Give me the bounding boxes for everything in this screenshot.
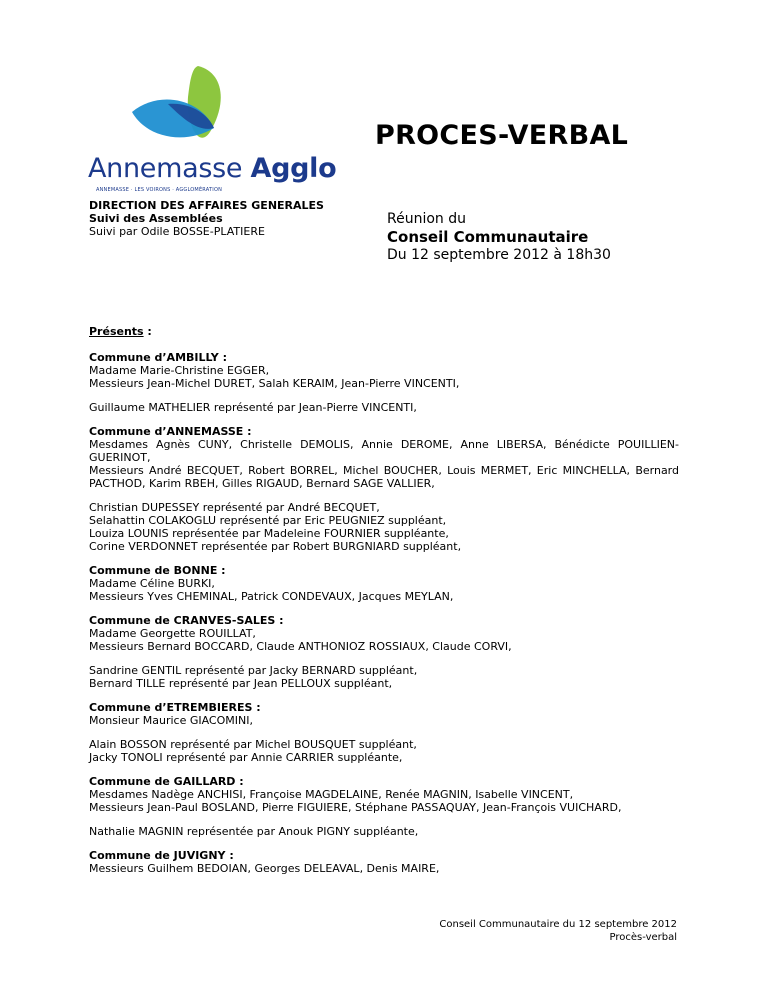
spacer [89,390,679,401]
member-line: Mesdames Nadège ANCHISI, Françoise MAGDELAINE, Renée MAGNIN, Isabelle VINCENT, [89,788,574,801]
member-line: Mesdames Agnès CUNY, Christelle DEMOLIS, Annie DEROME, Anne LIBERSA, Bénédicte POUILLIEN-GUERINOT, [89,438,679,464]
attendance-list [89,325,679,886]
proxy-line: Corine VERDONNET représentée par Robert BURGNIARD suppléant, [89,540,462,553]
meeting-block [387,210,611,264]
member-line: Madame Céline BURKI, [89,577,215,590]
commune-block [89,849,679,875]
annemasse-agglo-logo [88,62,337,193]
department-contact: Suivi par Odile BOSSE-PLATIERE [89,225,265,238]
member-line: Messieurs André BECQUET, Robert BORREL, Michel BOUCHER, Louis MERMET, Eric MINCHELLA, Bernard PACTHOD, Karim RBEH, Gilles RIGAUD, Bernard SAGE VALLIER, [89,464,679,490]
commune-title: Commune d’ANNEMASSE : [89,425,252,438]
commune-title: Commune d’ETREMBIERES : [89,701,261,714]
member-line: Madame Georgette ROUILLAT, [89,627,256,640]
commune-title: Commune de BONNE : [89,564,226,577]
member-line: Messieurs Bernard BOCCARD, Claude ANTHONIOZ ROSSIAUX, Claude CORVI, [89,640,512,653]
proxy-line: Louiza LOUNIS représentée par Madeleine FOURNIER suppléante, [89,527,449,540]
commune-block [89,614,679,690]
footer-line-1: Conseil Communautaire du 12 septembre 2012 [439,919,677,930]
spacer [89,727,679,738]
meeting-date: Du 12 septembre 2012 à 18h30 [387,247,611,263]
logo-wordmark [88,154,336,184]
proxy-line: Nathalie MAGNIN représentée par Anouk PIGNY suppléante, [89,825,419,838]
member-line: Messieurs Jean-Paul BOSLAND, Pierre FIGUIERE, Stéphane PASSAQUAY, Jean-François VUICHARD, [89,801,622,814]
commune-block [89,425,679,553]
proxy-line: Sandrine GENTIL représenté par Jacky BERNARD suppléant, [89,664,418,677]
proxy-line: Jacky TONOLI représenté par Annie CARRIER suppléante, [89,751,403,764]
page-footer [439,918,677,944]
logo-tagline: ANNEMASSE · LES VOIRONS · AGGLOMÉRATION [96,187,223,193]
meeting-intro: Réunion du [387,211,466,227]
logo-leaves-icon [128,62,228,154]
spacer [89,653,679,664]
spacer [89,814,679,825]
commune-block [89,701,679,764]
member-line: Messieurs Guilhem BEDOIAN, Georges DELEAVAL, Denis MAIRE, [89,862,440,875]
proxy-line: Alain BOSSON représenté par Michel BOUSQUET suppléant, [89,738,417,751]
meeting-name: Conseil Communautaire [387,228,589,246]
member-line: Monsieur Maurice GIACOMINI, [89,714,253,727]
commune-title: Commune de CRANVES-SALES : [89,614,284,627]
member-line: Messieurs Jean-Michel DURET, Salah KERAIM, Jean-Pierre VINCENTI, [89,377,460,390]
commune-block [89,351,679,414]
presents-suffix: : [143,325,152,338]
footer-line-2: Procès-verbal [609,932,677,943]
department-block [89,199,324,238]
logo-name-light: Annemasse [88,153,243,184]
presents-label: Présents [89,325,144,338]
presents-heading [89,325,679,338]
spacer [89,490,679,501]
proxy-line: Guillaume MATHELIER représenté par Jean-Pierre VINCENTI, [89,401,417,414]
department-name: DIRECTION DES AFFAIRES GENERALES [89,199,324,212]
commune-title: Commune de JUVIGNY : [89,849,234,862]
commune-title: Commune d’AMBILLY : [89,351,227,364]
proxy-line: Selahattin COLAKOGLU représenté par Eric PEUGNIEZ suppléant, [89,514,447,527]
member-line: Madame Marie-Christine EGGER, [89,364,270,377]
proxy-line: Bernard TILLE représenté par Jean PELLOUX suppléant, [89,677,393,690]
commune-title: Commune de GAILLARD : [89,775,244,788]
commune-block [89,564,679,603]
page-title: PROCES-VERBAL [375,120,629,151]
proxy-line: Christian DUPESSEY représenté par André BECQUET, [89,501,380,514]
communes-list [89,351,679,875]
member-line: Messieurs Yves CHEMINAL, Patrick CONDEVAUX, Jacques MEYLAN, [89,590,454,603]
commune-block [89,775,679,838]
department-service: Suivi des Assemblées [89,212,223,225]
logo-name-bold: Agglo [250,153,337,184]
